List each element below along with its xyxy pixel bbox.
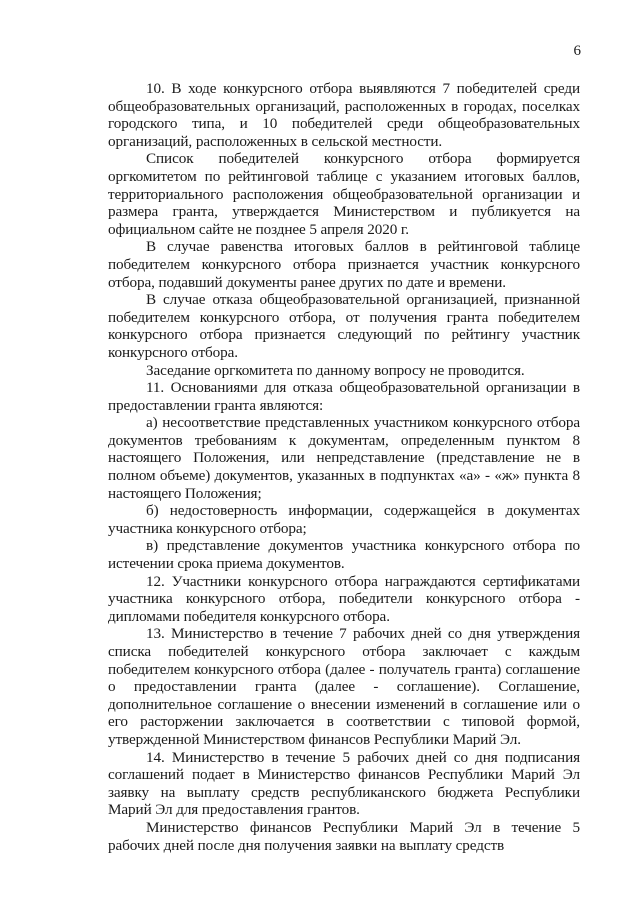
paragraph: в) представление документов участника конкурсного отбора по истечении срока приема документов. [108, 537, 580, 573]
paragraph: 10. В ходе конкурсного отбора выявляются 7 победителей среди общеобразовательных организаций, расположенных в городах, поселках городского типа, и 10 победителей среди общеобразовательных организаций, расположенных в сельской местности. [108, 80, 580, 150]
paragraph: 13. Министерство в течение 7 рабочих дней со дня утверждения списка победителей конкурсного отбора заключает с каждым победителем конкурсного отбора (далее - получатель гранта) соглашение о предоставлении гранта (далее - соглашение). Соглашение, дополнительное соглашение о внесении изменений в соглашение или о его расторжении заключается в соответствии с типовой формой, утвержденной Министерством финансов Республики Марий Эл. [108, 625, 580, 748]
paragraph: 11. Основаниями для отказа общеобразовательной организации в предоставлении гранта являются: [108, 379, 580, 414]
paragraph: а) несоответствие представленных участником конкурсного отбора документов требованиям к документам, определенным пунктом 8 настоящего Положения, или непредставление (представление не в полном объеме) документов, указанных в подпунктах «а» - «ж» пункта 8 настоящего Положения; [108, 414, 580, 502]
paragraph: В случае отказа общеобразовательной организацией, признанной победителем конкурсного отбора, от получения гранта победителем конкурсного отбора признается следующий по рейтингу участник конкурсного отбора. [108, 291, 580, 361]
document-body [108, 80, 580, 854]
paragraph: б) недостоверность информации, содержащейся в документах участника конкурсного отбора; [108, 502, 580, 537]
paragraph: 12. Участники конкурсного отбора награждаются сертификатами участника конкурсного отбора, победители конкурсного отбора - дипломами победителя конкурсного отбора. [108, 572, 580, 625]
paragraph: Министерство финансов Республики Марий Эл в течение 5 рабочих дней после дня получения заявки на выплату средств [108, 818, 580, 854]
paragraph: 14. Министерство в течение 5 рабочих дней со дня подписания соглашений подает в Министерство финансов Республики Марий Эл заявку на выплату средств республиканского бюджета Республики Марий Эл для предоставления грантов. [108, 748, 580, 819]
paragraph: В случае равенства итоговых баллов в рейтинговой таблице победителем конкурсного отбора признается участник конкурсного отбора, подавший документы ранее других по дате и времени. [108, 238, 580, 291]
page-number: 6 [573, 43, 581, 59]
paragraph: Заседание оргкомитета по данному вопросу не проводится. [146, 361, 525, 379]
paragraph: Список победителей конкурсного отбора формируется оргкомитетом по рейтинговой таблице с указанием итоговых баллов, территориального расположения общеобразовательной организации и размера гранта, утверждается Министерством и публикуется на официальном сайте не позднее 5 апреля 2020 г. [108, 150, 580, 238]
